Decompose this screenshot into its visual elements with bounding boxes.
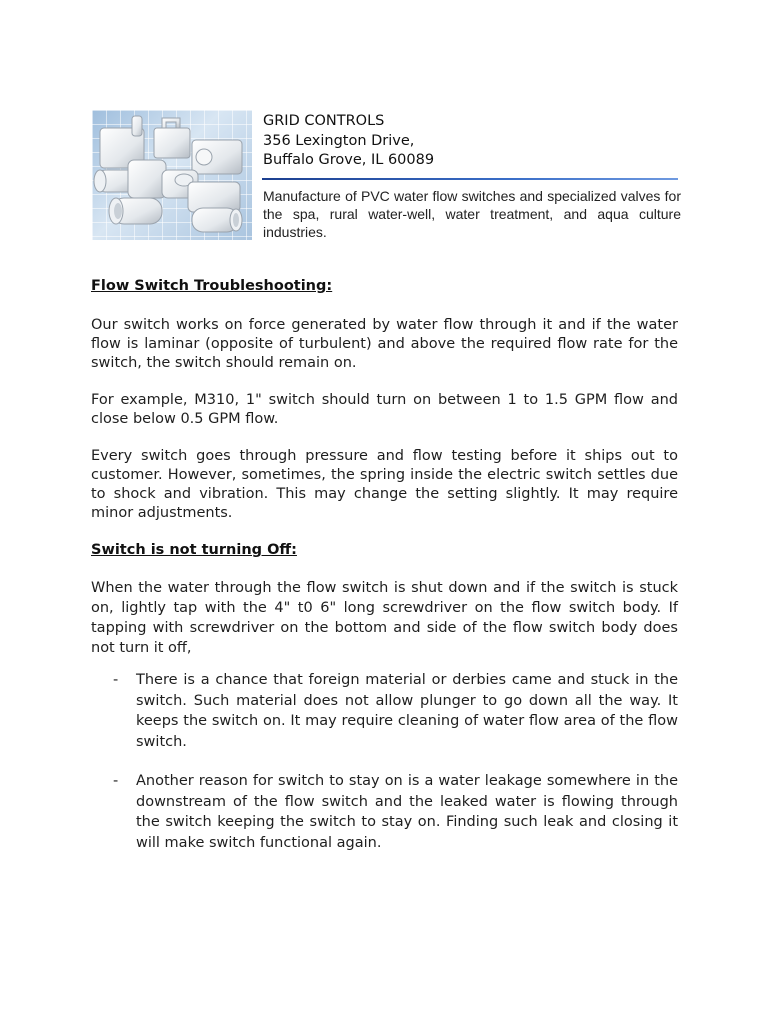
bullet-marker: - — [113, 672, 119, 688]
header-divider — [262, 178, 678, 180]
company-name: GRID CONTROLS — [263, 113, 385, 129]
product-photo — [92, 110, 252, 240]
address-line-2: Buffalo Grove, IL 60089 — [263, 152, 435, 168]
paragraph-flow-principle: Our switch works on force generated by water flow through it and if the water flow is laminar (opposite of turbulent) and above the required flow rate for the switch, the switch should remain on. — [91, 317, 678, 371]
list-item: Another reason for switch to stay on is a water leakage somewhere in the downstream of the flow switch and the leaked water is flowing through the switch keeping the switch to stay on. Finding such leak and closing it will make switch functional again. — [136, 773, 678, 851]
company-info — [263, 112, 434, 171]
troubleshooting-heading: Flow Switch Troubleshooting: — [91, 278, 333, 294]
paragraph-example: For example, M310, 1" switch should turn on between 1 to 1.5 GPM flow and close below 0.5 GPM flow. — [91, 392, 678, 427]
bullet-marker: - — [113, 773, 119, 789]
address-line-1: 356 Lexington Drive, — [263, 132, 415, 149]
paragraph-testing: Every switch goes through pressure and flow testing before it ships out to customer. However, sometimes, the spring inside the electric switch settles due to shock and vibration. This may change the setting slightly. It may require minor adjustments. — [91, 448, 678, 521]
list-item: There is a chance that foreign material or derbies came and stuck in the switch. Such material does not allow plunger to go down all the way. It keeps the switch on. It may require cleaning of water flow area of the flow switch. — [136, 672, 678, 750]
pvc-switches-illustration — [92, 110, 252, 240]
paragraph-tap-instructions: When the water through the flow switch is shut down and if the switch is stuck on, lightly tap with the 4" t0 6" long screwdriver on the flow switch body. If tapping with screwdriver on the bottom and side of the flow switch body does not turn it off, — [91, 580, 678, 656]
not-turning-off-heading: Switch is not turning Off: — [91, 542, 297, 558]
company-tagline: Manufacture of PVC water flow switches and specialized valves for the spa, rural water-well, water treatment, and aqua culture industries. — [263, 188, 681, 240]
